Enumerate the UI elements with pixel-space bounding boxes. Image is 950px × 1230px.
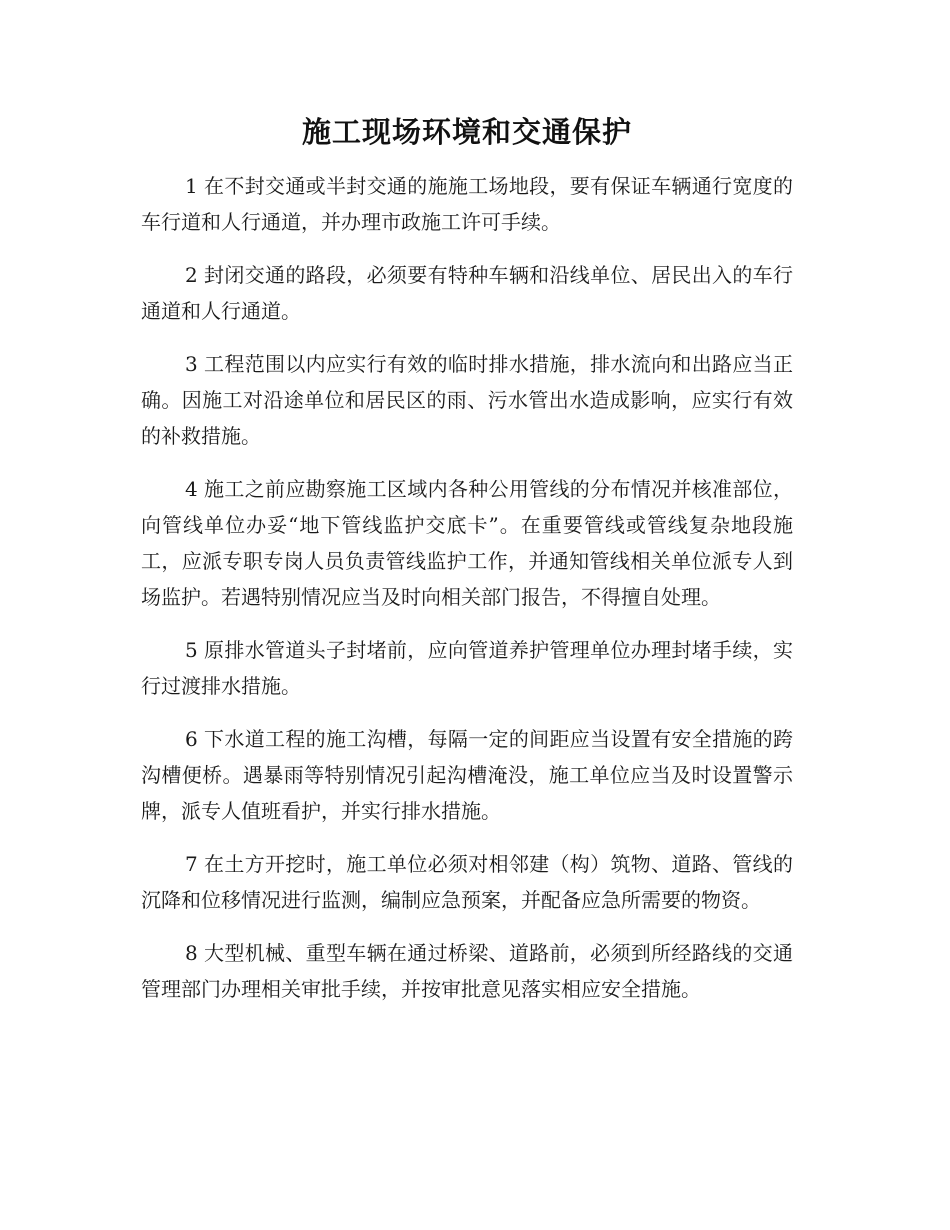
paragraph-number: 3 bbox=[185, 352, 198, 376]
paragraph-text: 在土方开挖时，施工单位必须对相邻建（构）筑物、道路、管线的沉降和位移情况进行监测，编制应急预案，并配备应急所需要的物资。 bbox=[141, 852, 793, 912]
paragraph-number: 7 bbox=[185, 852, 198, 876]
paragraph-6 bbox=[141, 721, 793, 829]
document-title: 施工现场环境和交通保护 bbox=[301, 115, 632, 149]
paragraph-text: 在不封交通或半封交通的施施工场地段，要有保证车辆通行宽度的车行道和人行通道，并办理市政施工许可手续。 bbox=[141, 174, 793, 234]
paragraph-text: 施工之前应勘察施工区域内各种公用管线的分布情况并核准部位，向管线单位办妥“地下管线监护交底卡”。在重要管线或管线复杂地段施工，应派专职专岗人员负责管线监护工作，并通知管线相关单位派专人到场监护。若遇特别情况应当及时向相关部门报告，不得擅自处理。 bbox=[141, 477, 793, 609]
paragraph-2 bbox=[141, 257, 793, 329]
paragraph-text: 工程范围以内应实行有效的临时排水措施，排水流向和出路应当正确。因施工对沿途单位和居民区的雨、污水管出水造成影响，应实行有效的补救措施。 bbox=[141, 352, 793, 448]
paragraph-number: 2 bbox=[185, 263, 198, 287]
paragraph-7 bbox=[141, 846, 793, 918]
paragraph-1 bbox=[141, 168, 793, 240]
paragraph-text: 下水道工程的施工沟槽，每隔一定的间距应当设置有安全措施的跨沟槽便桥。遇暴雨等特别情况引起沟槽淹没，施工单位应当及时设置警示牌，派专人值班看护，并实行排水措施。 bbox=[141, 727, 793, 823]
paragraph-number: 1 bbox=[185, 174, 198, 198]
paragraph-number: 4 bbox=[185, 477, 198, 501]
paragraph-number: 8 bbox=[185, 941, 198, 965]
paragraph-text: 封闭交通的路段，必须要有特种车辆和沿线单位、居民出入的车行通道和人行通道。 bbox=[141, 263, 793, 323]
paragraph-number: 6 bbox=[185, 727, 198, 751]
paragraph-text: 原排水管道头子封堵前，应向管道养护管理单位办理封堵手续，实行过渡排水措施。 bbox=[141, 638, 793, 698]
paragraph-4 bbox=[141, 471, 793, 615]
paragraph-3 bbox=[141, 346, 793, 454]
document-page bbox=[141, 110, 793, 1024]
paragraph-8 bbox=[141, 935, 793, 1007]
paragraph-text: 大型机械、重型车辆在通过桥梁、道路前，必须到所经路线的交通管理部门办理相关审批手续，并按审批意见落实相应安全措施。 bbox=[141, 941, 793, 1001]
paragraph-number: 5 bbox=[185, 638, 198, 662]
paragraph-5 bbox=[141, 632, 793, 704]
